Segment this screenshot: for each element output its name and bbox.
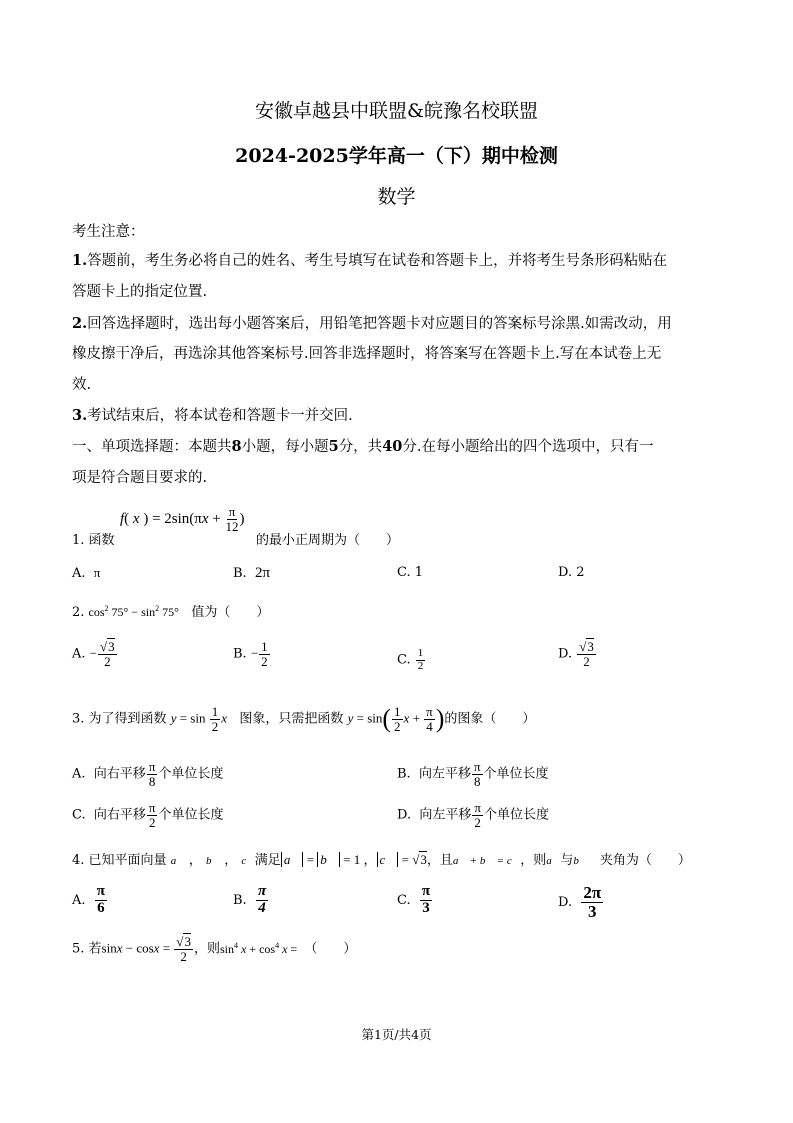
q1-option-c: C. 1 [397,565,424,580]
q5-then: ，则 [193,941,220,957]
q2-option-a: A. − $\frac{√3}{2}$ [72,639,115,669]
notice-2 [72,314,672,334]
q4-option-b-label: B. [233,892,247,908]
notice-2-cont2: 效. [72,377,92,393]
section-1-intro-cont: 项是符合题目要求的. [72,470,208,486]
q3-option-a-post: 个单位长度 [158,766,224,782]
notice-2-text: 回答选择题时，选出每小题答案后，用铅笔把答题卡对应题目的答案标号涂黑.如需改动，用 [87,316,672,332]
q1-lead: 1. 函数 [72,533,115,548]
q2-tail: 值为（ ） [191,605,270,620]
q1-option-a [72,565,100,581]
notice-1-text: 答题前，考生务必将自己的姓名、考生号填写在试卷和答题卡上，并将考生号条形码粘贴在 [87,253,668,269]
q2-option-c-label: C. [397,652,411,668]
q3-option-c-post: 个单位长度 [158,807,224,823]
q4-and: ，且 [426,853,453,868]
notice-2-cont1: 橡皮擦干净后，再选涂其他答案标号.回答非选择题时，将答案写在答题卡上.写在本试卷上无 [72,346,662,362]
q2-option-b-label: B. [233,646,247,662]
section-1-mid2: 分，共 [338,439,383,455]
q1-option-a-value: π [93,565,101,580]
q4-option-c: C. $\frac{\pi}{3}$ [397,883,431,916]
notice-3 [72,406,353,426]
q3-option-b-post: 个单位长度 [483,766,549,782]
notice-3-text: 考试结束后，将本试卷和答题卡一并交回. [87,408,353,424]
q4-option-c-label: C. [397,892,411,908]
q1-tail: 的最小正周期为（ ） [256,533,400,548]
notice-heading: 考生注意： [72,224,145,240]
q3-option-d-label: D. [397,807,412,823]
q4-option-d-label: D. [558,894,573,910]
q3-option-c: C. 向右平移 $\frac{\pi}{2}$ 个单位长度 [72,800,224,830]
section-1-total: 40 [382,438,403,455]
section-1-points: 5 [328,438,339,455]
q3-option-a-pre: 向右平移 [93,766,146,782]
q2-option-c: C. $\frac{1}{2}$ [397,647,424,672]
q4-satisfies: 满足 [254,853,281,868]
q3-option-b-label: B. [397,766,411,782]
q2-formula: $\cos^2 75^\circ - \sin^2 75^\circ$ [88,604,179,619]
q2-option-d: D. $\frac{√3}{2}$ [558,639,594,669]
notice-1-cont: 答题卡上的指定位置. [72,284,208,300]
q4-then: ，则 [520,853,547,868]
section-1-intro [72,437,653,457]
q1-option-d: D. 2 [558,565,585,580]
q3-option-c-pre: 向右平移 [93,807,146,823]
exam-title-line1: 安徽卓越县中联盟&皖豫名校联盟 [255,100,538,122]
q3-option-b: B. 向左平移 $\frac{\pi}{8}$ 个单位长度 [397,759,549,789]
section-1-prefix: 一、单项选择题：本题共 [72,439,232,455]
q5-lead: 5. 若 [72,941,102,957]
q3-option-b-pre: 向左平移 [418,766,471,782]
q1-option-b [233,565,270,582]
q1-option-b-label: B. [233,566,247,581]
q3-option-a-den: 8 [148,773,156,789]
q3-option-d-den: 2 [474,814,481,830]
q2-option-a-label: A. [72,646,86,662]
q3-line: 3. 为了得到函数 y = sin $\frac{1}{2}$ x 图象，只需把函数 y = sin( $\frac{1}{2}$ x + $\frac{\pi}{4}$ )的图象（ ） [72,703,536,734]
q3-option-a: A. 向右平移 $\frac{\pi}{8}$ 个单位长度 [72,759,224,789]
q2-number: 2. [72,605,85,620]
q5-tail: （ ） [304,941,357,957]
notice-1-number: 1. [72,252,88,269]
q3-option-d-pre: 向左平移 [419,807,472,823]
q3-target-function: y [170,710,177,726]
page-footer: 第1页/共4页 [361,1027,432,1042]
q1-option-a-label: A. [72,566,86,581]
q3-option-d-post: 个单位长度 [483,807,549,823]
notice-2-number: 2. [72,315,88,332]
q4-option-b: B. $\frac{\pi}{4}$ [233,883,267,916]
q4-with: 与 [560,853,574,868]
section-1-suffix: 分.在每小题给出的四个选项中，只有一 [402,439,654,455]
q4-option-d: D. $\frac{2\pi}{3}$ [558,883,602,921]
q3-option-c-label: C. [72,807,86,823]
q3-lead: 3. 为了得到函数 [72,711,167,727]
q1-option-b-value: 2π [254,565,271,581]
q2-option-b: B. − $\frac{1}{2}$ [233,639,268,669]
q3-option-a-label: A. [72,766,86,782]
q4-line: 4. 已知平面向量 a⃗ ， b⃗ ， c⃗满足 a⃗ = b⃗ = 1 ， c⃗ = √3，且a⃗ + b⃗ = c⃗，则a⃗与b⃗ 夹角为（ ） [72,852,691,868]
q5-line: 5. 若sinx − cosx = $\frac{√3}{2}$ ，则$\sin^4 x + \cos^4 x$ = （ ） [72,934,357,964]
q3-option-d: D. 向左平移 $\frac{\pi}{2}$ 个单位长度 [397,800,549,830]
q3-tail: 的图象（ ） [444,711,536,727]
q4-option-a: A. $\frac{\pi}{6}$ [72,883,106,916]
q3-option-c-den: 2 [148,814,156,830]
notice-3-number: 3. [72,407,88,424]
q2-lead [72,601,269,620]
section-1-count: 8 [231,438,242,455]
exam-subject: 数学 [377,186,416,208]
q3-mid: 图象，只需把函数 [239,711,344,727]
section-1-mid1: 小题，每小题 [241,439,329,455]
q3-source-function: y [347,710,354,726]
exam-title-line2: 2024-2025学年高一（下）期中检测 [235,145,558,167]
q3-option-b-den: 8 [474,773,481,789]
notice-1 [72,251,667,271]
q1-formula: f( x ) = 2sin(πx + $\frac{\pi}{12}$ ) [120,504,245,534]
q4-lead: 4. 已知平面向量 [72,853,167,868]
q2-option-d-label: D. [558,646,573,662]
q4-tail: 夹角为（ ） [599,853,691,868]
q4-option-a-label: A. [72,892,86,908]
